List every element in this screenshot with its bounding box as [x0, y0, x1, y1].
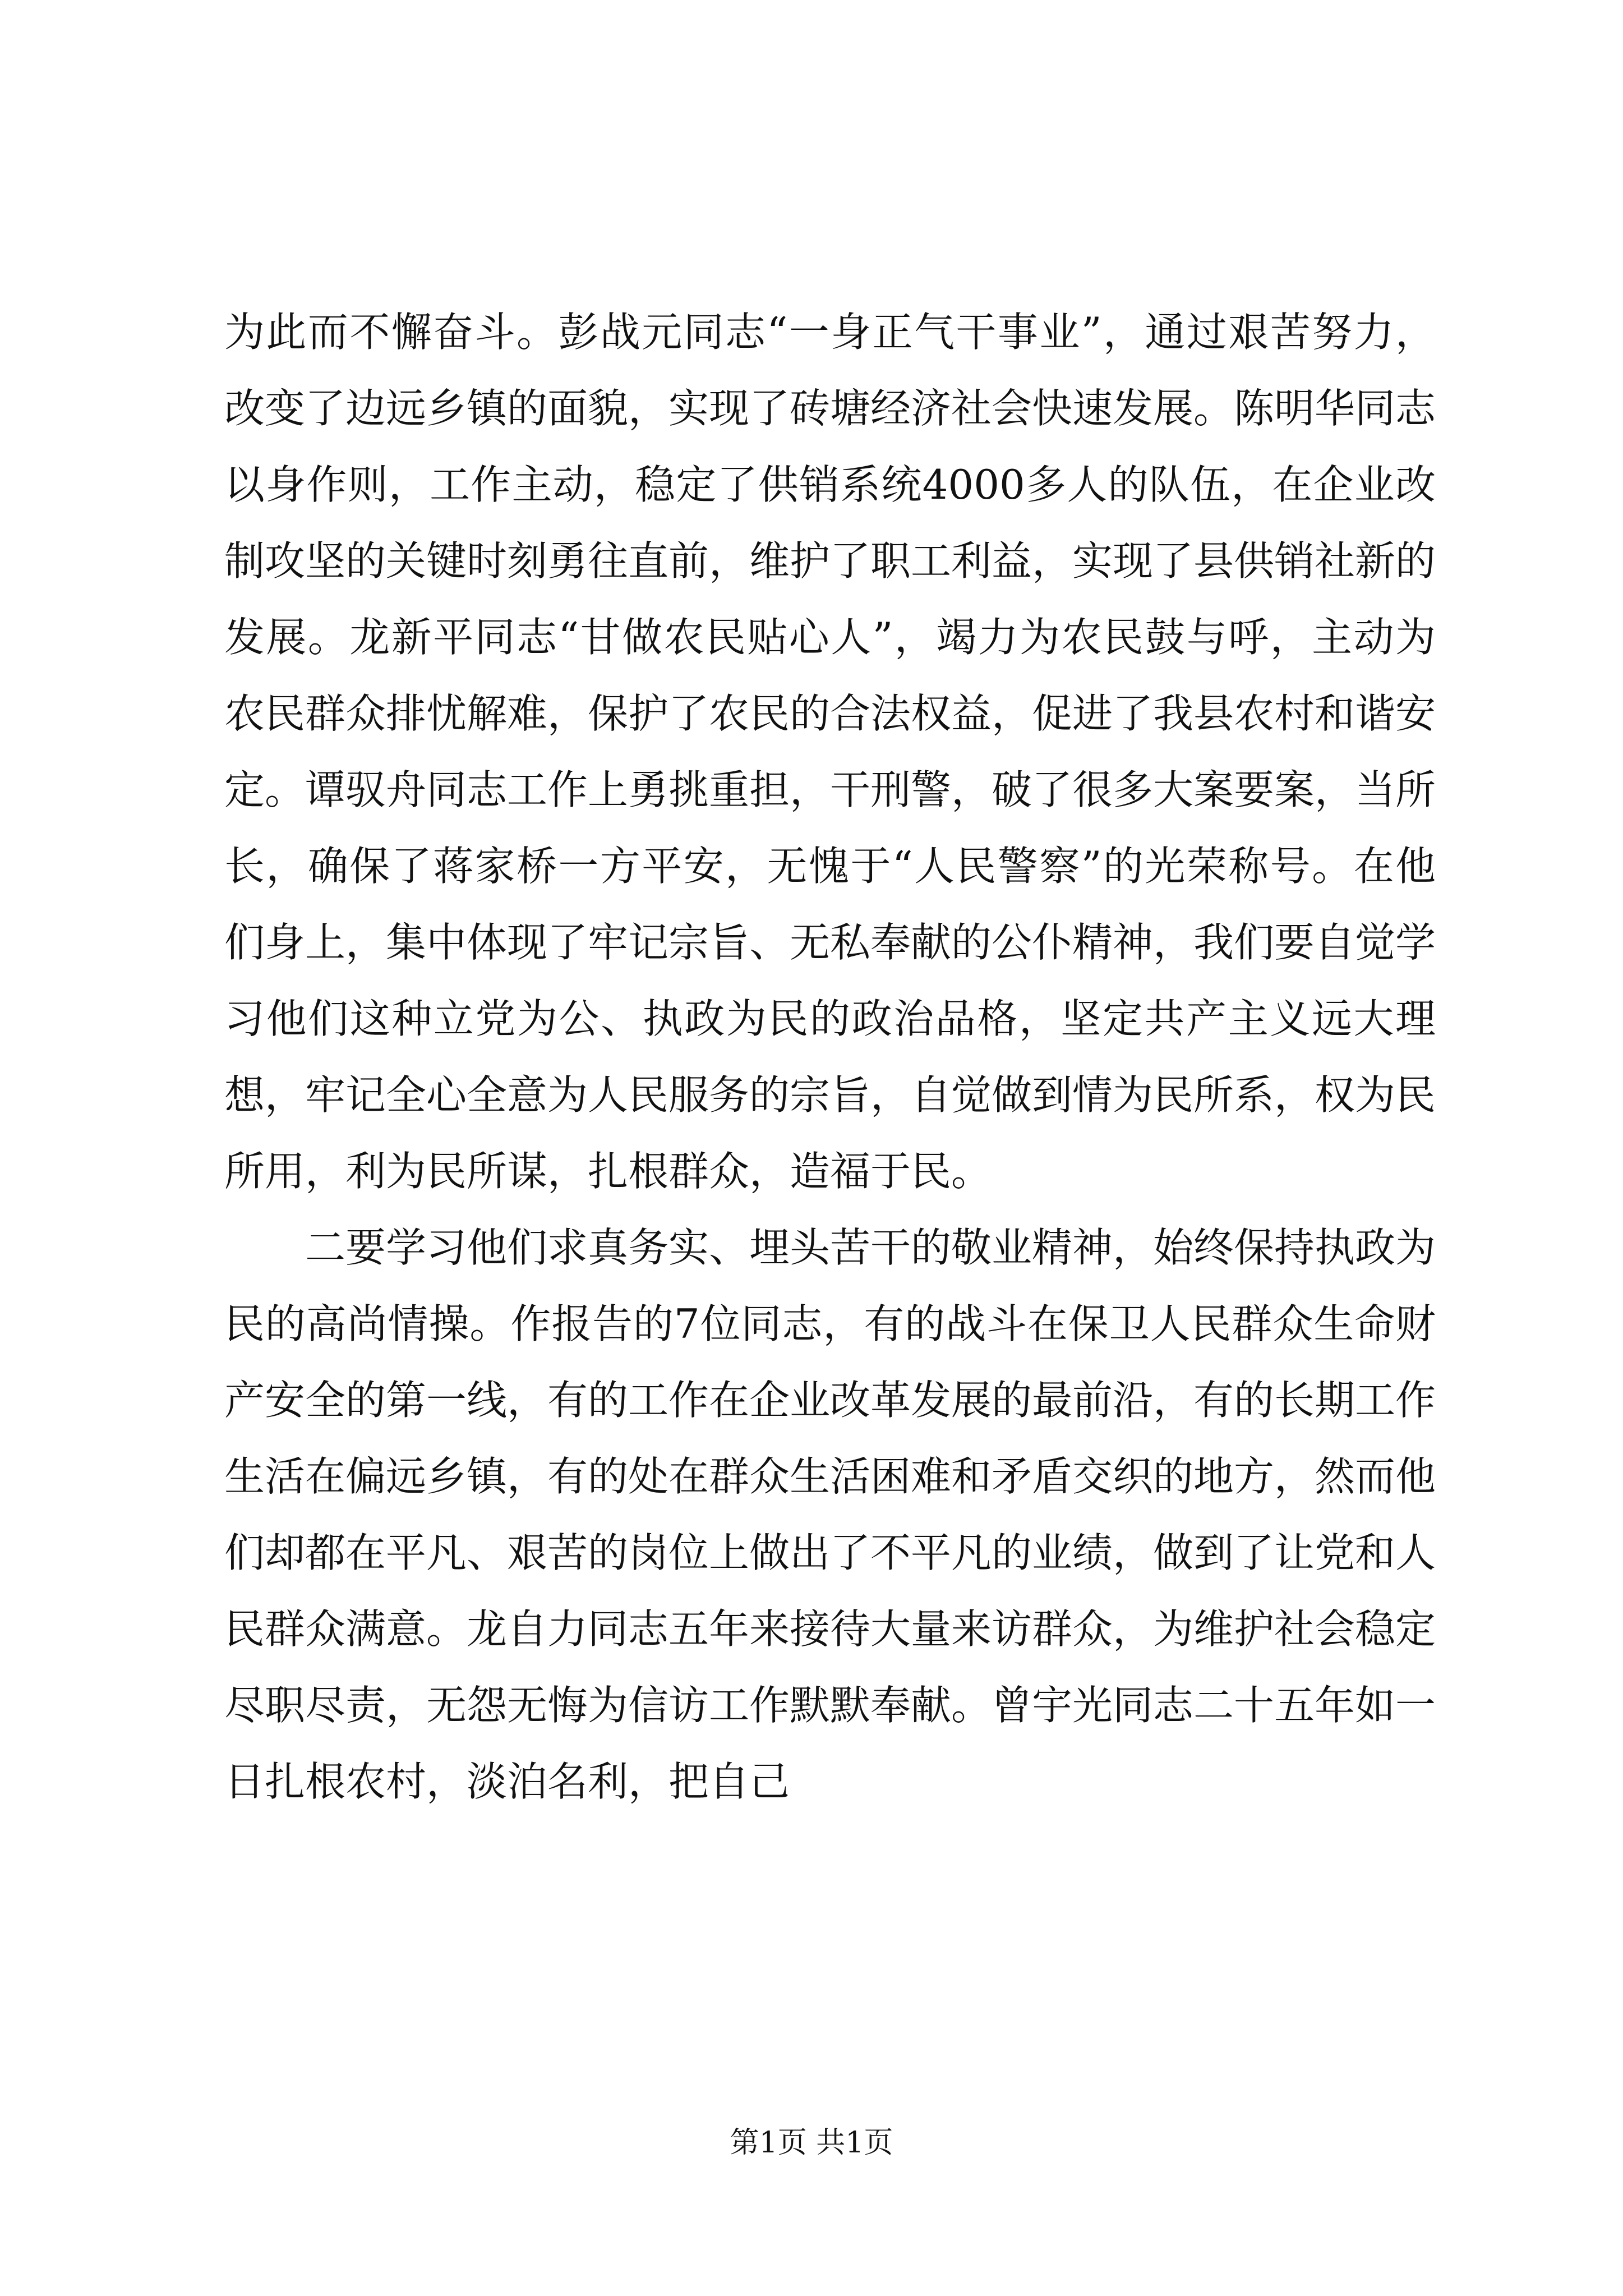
page-number-label: 第1页 共1页 — [730, 2126, 893, 2160]
page-footer — [0, 2123, 1623, 2162]
paragraph-second-point: 二要学习他们求真务实、埋头苦干的敬业精神，始终保持执政为民的高尚情操。作报告的7位同志，有的战斗在保卫人民群众生命财产安全的第一线，有的工作在企业改革发展的最前沿，有的长期工作生活在偏远乡镇，有的处在群众生活困难和矛盾交织的地方，然而他们却都在平凡、艰苦的岗位上做出了不平凡的业绩，做到了让党和人民群众满意。龙自力同志五年来接待大量来访群众，为维护社会稳定尽职尽责，无怨无悔为信访工作默默奉献。曾宇光同志二十五年如一日扎根农村，淡泊名利，把自己 — [224, 1224, 1436, 1805]
paragraph-continuation: 为此而不懈奋斗。彭战元同志“一身正气干事业”，通过艰苦努力，改变了边远乡镇的面貌，实现了砖塘经济社会快速发展。陈明华同志以身作则，工作主动，稳定了供销系统4000多人的队伍，在企业改制攻坚的关键时刻勇往直前，维护了职工利益，实现了县供销社新的发展。龙新平同志“甘做农民贴心人”，竭力为农民鼓与呼，主动为农民群众排忧解难，保护了农民的合法权益，促进了我县农村和谐安定。谭驭舟同志工作上勇挑重担，干刑警，破了很多大案要案，当所长，确保了蒋家桥一方平安，无愧于“人民警察”的光荣称号。在他们身上，集中体现了牢记宗旨、无私奉献的公仆精神，我们要自觉学习他们这种立党为公、执政为民的政治品格，坚定共产主义远大理想，牢记全心全意为人民服务的宗旨，自觉做到情为民所系，权为民所用，利为民所谋，扎根群众，造福于民。 — [224, 309, 1436, 1195]
document-body — [224, 294, 1436, 1820]
